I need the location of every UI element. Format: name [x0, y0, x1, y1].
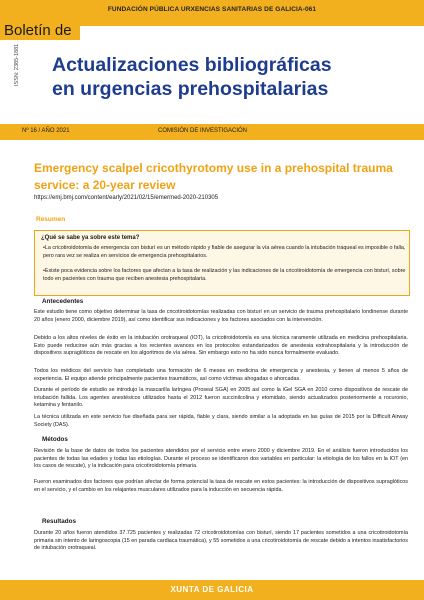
masthead-title-line1: Actualizaciones bibliográficas [52, 54, 332, 76]
organization-name: FUNDACIÓN PÚBLICA URXENCIAS SANITARIAS DE GALICIA-061 [107, 6, 317, 13]
paragraph-objective: Este estudio tiene como objetivo determinar la tasa de cricotiroidotomías realizadas con bisturí en un servicio de trauma prehospitalario londinense durante 20 años (enero 2000, diciembre 2019), así como identificar sus indicaciones y los factores asociados con la intervención. [34, 309, 408, 323]
paragraph-background: Debido a los altos niveles de éxito en la intubación orotraqueal (IOT), la cricotiroidotomía es una técnica raramente utilizada en medicina prehospitalaria. Esto puede reducirse aún más gracias a los recientes avances en los protocolos estandarizados de anestesia extrahospitalaria y la introducción de dispositivos supraglóticos de rescate en los algoritmos de vía aérea. Sin embargo esto no ha sido nunca formalmente evaluado. [34, 335, 408, 356]
summary-heading: Resumen [36, 216, 66, 223]
paragraph-methods-factors: Fueron examinados dos factores que podrían afectar de forma potencial la tasa de rescate en estos pacientes: la introducción de dispositivos supraglóticos en el servicio, y el cambio en los relajantes musculares utilizados para la inducción en secuencia rápida. [34, 479, 408, 493]
article-title: Emergency scalpel cricothyrotomy use in a prehospital trauma service: a 20-year review [34, 161, 393, 192]
paragraph-technique: La técnica utilizada en este servicio fue diseñada para ser rápida, fiable y clara, siendo similar a la adoptada en las guías de 2015 por la Difficult Airway Society (DAS). [34, 414, 408, 428]
key-points-box [34, 230, 410, 296]
issue-number: Nº 16 / AÑO 2021 [22, 128, 70, 134]
paragraph-methods-review: Revisión de la base de datos de todos los pacientes atendidos por el servicio entre enero 2000 y diciembre 2019. En el análisis fueron introducidos los pacientes de todas las edades y todas las etiologías. Durante el proceso se identificaron dos variables en particular: la etiología de los fallos en la IOT (en los casos de rescate), y la indicación para cricotiroidotomía primaria. [34, 448, 408, 469]
key-points-title: ¿Qué se sabe ya sobre este tema? [41, 235, 140, 241]
key-point-1: •La cricotiroidotomía de emergencia con bisturí es un método rápido y fiable de asegurar la vía aérea cuando la intubación traqueal es imposible o falla, pero rara vez se realiza en servicios de emergencia prehospitalarios. [43, 245, 406, 259]
paragraph-devices: Durante el período de estudio se introdujo la mascarilla laríngea (Proseal SGA) en 2005 así como la iGel SGA en 2010 como dispositivos de rescate de intubación fallida. Los agentes anestésicos utilizados hasta el 2012 fueron succinilcolina y etomidato, siendo actualizados posteriormente a rocuronio, ketamina y fentanilo. [34, 387, 408, 408]
footer-logo-text: XUNTA DE GALICIA [170, 585, 254, 594]
commission-label: COMISIÓN DE INVESTIGACIÓN [158, 128, 248, 134]
issn-label: ISSN: 2385-1881 [14, 43, 20, 86]
bulletin-label: Boletín de [4, 22, 72, 39]
paragraph-results: Durante 20 años fueron atendidos 37.725 pacientes y realizadas 72 cricotiroidotomías con bisturí, siendo 17 pacientes sometidos a una cricotiroidotomía primaria sin intento de laringoscopia (15 en parada cardiaca traumática), y 55 sometidos a una cricotiroidotomía de rescate debido a intentos insatisfactorios de intubación orotraqueal. [34, 530, 408, 551]
section-metodos: Métodos [42, 436, 68, 443]
bulletin-label-box [0, 20, 80, 42]
paragraph-team: Todos los médicos del servicio han completado una formación de 6 meses en medicina de emergencia y anestesia, y tienen al menos 5 años de experiencia. El equipo atiende principalmente pacientes traumáticos, así como víctimas ahogadas o ahorcadas. [34, 368, 408, 382]
masthead-title-line2: en urgencias prehospitalarias [52, 78, 329, 100]
section-antecedentes: Antecedentes [42, 298, 84, 305]
section-resultados: Resultados [42, 518, 76, 525]
article-url[interactable]: https://emj.bmj.com/content/early/2021/02/15/emermed-2020-210305 [34, 195, 219, 201]
key-point-2: •Existe poca evidencia sobre los factores que afectan a la tasa de realización y las indicaciones de la cricotiroidotomía de emergencia con bisturí, sobre todo en pacientes con trauma que reciben anestesia prehospitalaria. [43, 268, 406, 282]
